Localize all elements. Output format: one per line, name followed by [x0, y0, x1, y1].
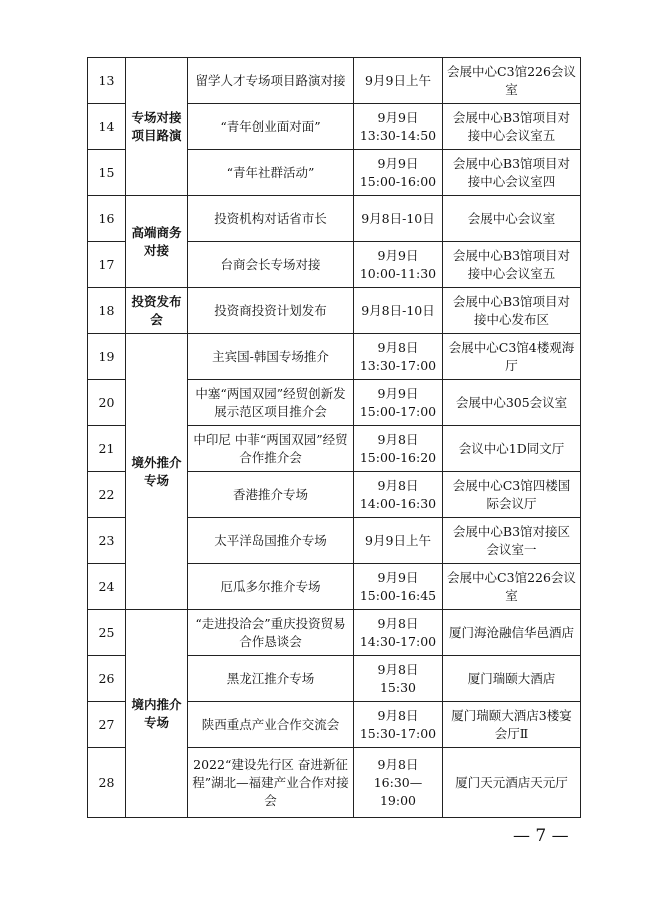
venue-cell: 会展中心C3馆4楼观海厅 — [443, 334, 581, 380]
time-cell: 9月8日-10日 — [354, 196, 443, 242]
table-row — [88, 334, 581, 380]
category-cell: 投资发布会 — [126, 288, 188, 334]
venue-cell: 厦门瑞颐大酒店 — [443, 656, 581, 702]
venue-cell: 厦门瑞颐大酒店3楼宴会厅Ⅱ — [443, 702, 581, 748]
venue-cell: 厦门海沧融信华邑酒店 — [443, 610, 581, 656]
venue-cell: 会展中心B3馆项目对接中心发布区 — [443, 288, 581, 334]
category-cell: 专场对接项目路演 — [126, 58, 188, 196]
event-cell: “走进投洽会”重庆投资贸易合作恳谈会 — [188, 610, 354, 656]
venue-cell: 会展中心B3馆项目对接中心会议室五 — [443, 242, 581, 288]
event-cell: 陕西重点产业合作交流会 — [188, 702, 354, 748]
row-number: 18 — [88, 288, 126, 334]
row-number: 24 — [88, 564, 126, 610]
time-cell: 9月8日 15:00-16:20 — [354, 426, 443, 472]
event-cell: 2022“建设先行区 奋进新征程”湖北—福建产业合作对接会 — [188, 748, 354, 818]
event-cell: “青年社群活动” — [188, 150, 354, 196]
time-cell: 9月9日 15:00-17:00 — [354, 380, 443, 426]
venue-cell: 会展中心305会议室 — [443, 380, 581, 426]
table-row — [88, 610, 581, 656]
time-cell: 9月9日 10:00-11:30 — [354, 242, 443, 288]
venue-cell: 会展中心C3馆四楼国际会议厅 — [443, 472, 581, 518]
event-cell: 厄瓜多尔推介专场 — [188, 564, 354, 610]
time-cell: 9月8日 16:30—19:00 — [354, 748, 443, 818]
venue-cell: 厦门天元酒店天元厅 — [443, 748, 581, 818]
schedule-table — [87, 57, 581, 818]
venue-cell: 会展中心会议室 — [443, 196, 581, 242]
time-cell: 9月8日 15:30-17:00 — [354, 702, 443, 748]
row-number: 16 — [88, 196, 126, 242]
event-cell: 台商会长专场对接 — [188, 242, 354, 288]
venue-cell: 会展中心B3馆对接区会议室一 — [443, 518, 581, 564]
row-number: 21 — [88, 426, 126, 472]
row-number: 13 — [88, 58, 126, 104]
row-number: 26 — [88, 656, 126, 702]
row-number: 20 — [88, 380, 126, 426]
event-cell: 中印尼 中菲“两国双园”经贸合作推介会 — [188, 426, 354, 472]
event-cell: 香港推介专场 — [188, 472, 354, 518]
event-cell: 中塞“两国双园”经贸创新发展示范区项目推介会 — [188, 380, 354, 426]
event-cell: 投资商投资计划发布 — [188, 288, 354, 334]
time-cell: 9月8日 14:30-17:00 — [354, 610, 443, 656]
venue-cell: 会展中心B3馆项目对接中心会议室四 — [443, 150, 581, 196]
row-number: 17 — [88, 242, 126, 288]
row-number: 14 — [88, 104, 126, 150]
event-cell: 留学人才专场项目路演对接 — [188, 58, 354, 104]
table-row — [88, 288, 581, 334]
page-number: — 7 — — [513, 826, 569, 846]
time-cell: 9月8日 13:30-17:00 — [354, 334, 443, 380]
row-number: 28 — [88, 748, 126, 818]
row-number: 27 — [88, 702, 126, 748]
time-cell: 9月8日 14:00-16:30 — [354, 472, 443, 518]
row-number: 19 — [88, 334, 126, 380]
table-row — [88, 196, 581, 242]
event-cell: 投资机构对话省市长 — [188, 196, 354, 242]
row-number: 25 — [88, 610, 126, 656]
time-cell: 9月9日 13:30-14:50 — [354, 104, 443, 150]
venue-cell: 会展中心C3馆226会议室 — [443, 564, 581, 610]
category-cell: 境内推介专场 — [126, 610, 188, 818]
venue-cell: 会展中心C3馆226会议室 — [443, 58, 581, 104]
event-cell: 黑龙江推介专场 — [188, 656, 354, 702]
event-cell: 主宾国-韩国专场推介 — [188, 334, 354, 380]
event-cell: 太平洋岛国推介专场 — [188, 518, 354, 564]
time-cell: 9月8日 15:30 — [354, 656, 443, 702]
table-row — [88, 58, 581, 104]
row-number: 23 — [88, 518, 126, 564]
venue-cell: 会展中心B3馆项目对接中心会议室五 — [443, 104, 581, 150]
venue-cell: 会议中心1D同文厅 — [443, 426, 581, 472]
time-cell: 9月8日-10日 — [354, 288, 443, 334]
time-cell: 9月9日上午 — [354, 58, 443, 104]
row-number: 15 — [88, 150, 126, 196]
time-cell: 9月9日上午 — [354, 518, 443, 564]
time-cell: 9月9日 15:00-16:00 — [354, 150, 443, 196]
event-cell: “青年创业面对面” — [188, 104, 354, 150]
time-cell: 9月9日 15:00-16:45 — [354, 564, 443, 610]
row-number: 22 — [88, 472, 126, 518]
category-cell: 高端商务对接 — [126, 196, 188, 288]
category-cell: 境外推介专场 — [126, 334, 188, 610]
